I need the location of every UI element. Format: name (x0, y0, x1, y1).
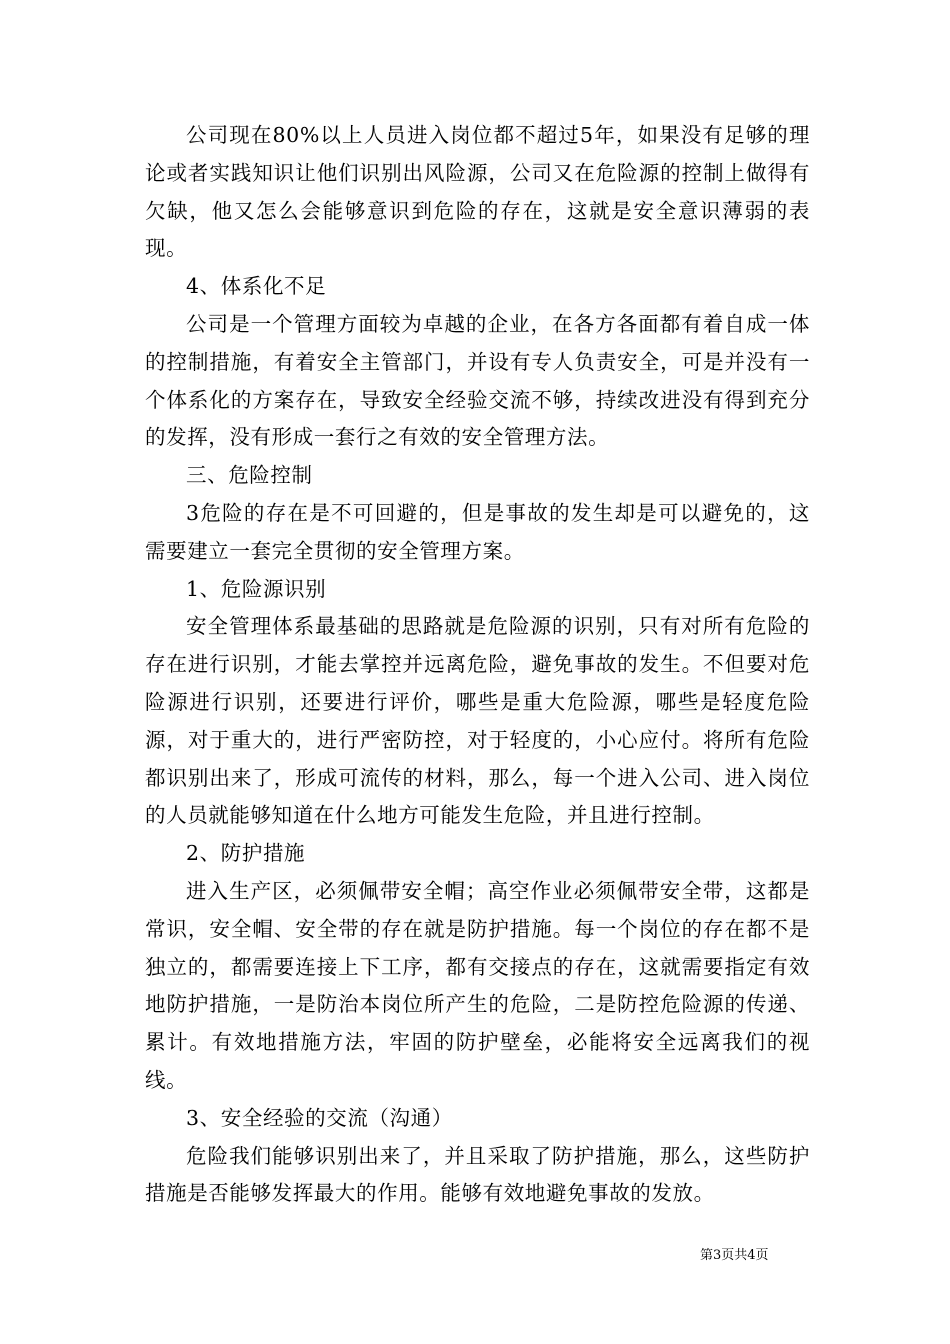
heading-risk-control: 三、危险控制 (186, 463, 313, 488)
paragraph-safety-awareness: 公司现在80%以上人员进入岗位都不超过5年，如果没有足够的理论或者实践知识让他们识别出风险源，公司又在危险源的控制上做得有欠缺，他又怎么会能够意识到危险的存在，这就是安全意识薄弱的表现。 (145, 123, 810, 261)
paragraph-protective-measures: 进入生产区，必须佩带安全帽；高空作业必须佩带安全带，这都是常识，安全帽、安全带的存在就是防护措施。每一个岗位的存在都不是独立的，都需要连接上下工序，都有交接点的存在，这就需要指定有效地防护措施，一是防治本岗位所产生的危险，二是防控危险源的传递、累计。有效地措施方法，牢固的防护壁垒，必能将安全远离我们的视线。 (145, 878, 810, 1092)
page-number-footer: 第3页共4页 (700, 1248, 769, 1263)
document-body (145, 117, 810, 1213)
heading-systematization: 4、体系化不足 (186, 274, 327, 299)
heading-protective-measures: 2、防护措施 (186, 841, 306, 866)
paragraph-experience-exchange: 危险我们能够识别出来了，并且采取了防护措施，那么，这些防护措施是否能够发挥最大的作用。能够有效地避免事故的发放。 (145, 1143, 810, 1206)
heading-experience-exchange: 3、安全经验的交流（沟通） (186, 1105, 453, 1130)
paragraph-risk-control: 3危险的存在是不可回避的，但是事故的发生却是可以避免的，这需要建立一套完全贯彻的安全管理方案。 (145, 500, 810, 563)
paragraph-systematization: 公司是一个管理方面较为卓越的企业，在各方各面都有着自成一体的控制措施，有着安全主管部门，并设有专人负责安全，可是并没有一个体系化的方案存在，导致安全经验交流不够，持续改进没有得到充分的发挥，没有形成一套行之有效的安全管理方法。 (145, 311, 810, 450)
paragraph-hazard-identification: 安全管理体系最基础的思路就是危险源的识别，只有对所有危险的存在进行识别，才能去掌控并远离危险，避免事故的发生。不但要对危险源进行识别，还要进行评价，哪些是重大危险源，哪些是轻度危险源，对于重大的，进行严密防控，对于轻度的，小心应付。将所有危险都识别出来了，形成可流传的材料，那么，每一个进入公司、进入岗位的人员就能够知道在什么地方可能发生危险，并且进行控制。 (145, 614, 810, 828)
heading-hazard-identification: 1、危险源识别 (186, 576, 327, 601)
